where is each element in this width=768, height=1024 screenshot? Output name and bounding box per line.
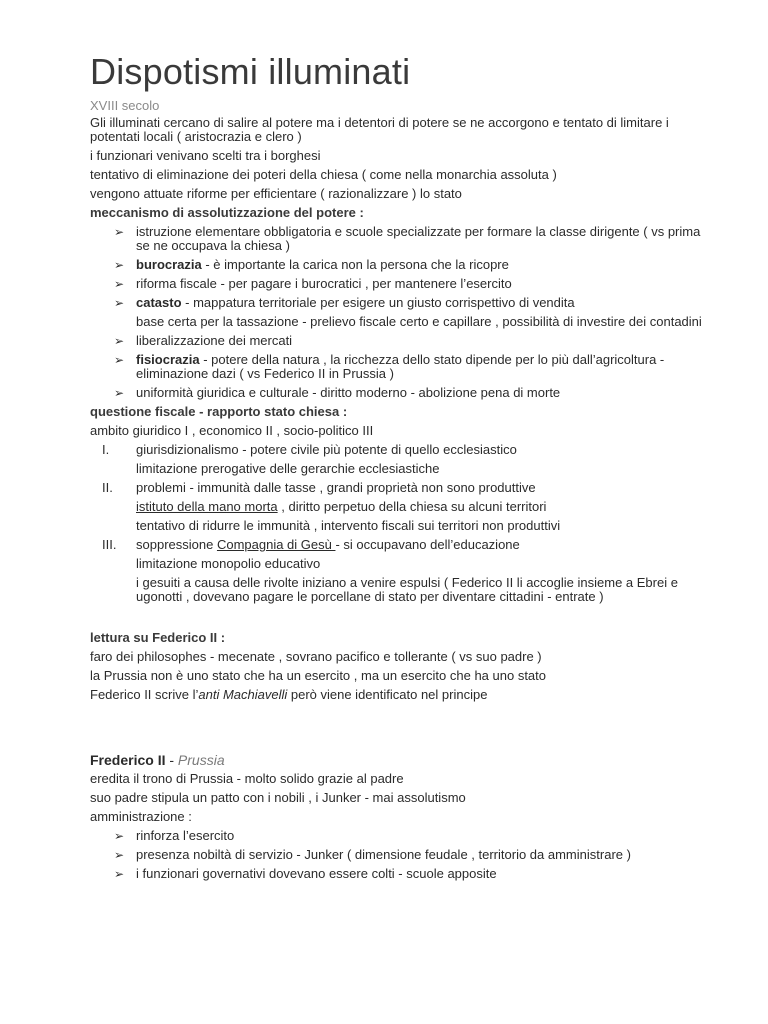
- arrow-bullet-icon: ➢: [114, 867, 125, 881]
- list-item: [90, 277, 708, 291]
- intro-line: tentativo di eliminazione dei poteri della chiesa ( come nella monarchia assoluta ): [90, 167, 557, 182]
- list-item-text: soppressione: [136, 537, 217, 552]
- list-item-text: rinforza l’esercito: [136, 828, 235, 843]
- intro-line: vengono attuate riforme per efficientare ( razionalizzare ) lo stato: [90, 186, 462, 201]
- section-heading-assolutizzazione: meccanismo di assolutizzazione del potere :: [90, 205, 364, 220]
- list-item-keyword: burocrazia: [136, 257, 202, 272]
- section-heading-frederico: [90, 753, 708, 767]
- list-item-text: - potere della natura , la ricchezza dello stato dipende per lo più dall’agricoltura - eliminazione dazi ( vs Federico II in Prussia ): [136, 352, 665, 381]
- list-item: [90, 829, 708, 843]
- list-item-text: - è importante la carica non la persona che la ricopre: [201, 257, 509, 272]
- list-item: [90, 258, 708, 272]
- arrow-bullet-icon: ➢: [114, 829, 125, 843]
- roman-numeral: I.: [102, 442, 110, 457]
- arrow-bullet-icon: ➢: [114, 353, 125, 367]
- continuation-text: , diritto perpetuo della chiesa su alcuni territori: [277, 499, 547, 514]
- list-continuation: [90, 500, 708, 514]
- frederico-line: suo padre stipula un patto con i nobili , i Junker - mai assolutismo: [90, 790, 466, 805]
- arrow-bullet-icon: ➢: [114, 258, 125, 272]
- list-item: [90, 867, 708, 881]
- arrow-bullet-icon: ➢: [114, 848, 125, 862]
- list-item-text: uniformità giuridica e culturale - diritto moderno - abolizione pena di morte: [136, 385, 561, 400]
- lettura-line: faro dei philosophes - mecenate , sovrano pacifico e tollerante ( vs suo padre ): [90, 649, 542, 664]
- list-continuation: limitazione prerogative delle gerarchie ecclesiastiche: [136, 461, 440, 476]
- list-continuation: limitazione monopolio educativo: [136, 556, 321, 571]
- heading-grey: Prussia: [177, 752, 225, 768]
- assolutizzazione-list-cont: [90, 334, 708, 400]
- underlined-term: Compagnia di Gesù: [216, 537, 336, 552]
- page-title: Dispotismi illuminati: [90, 51, 411, 92]
- list-item: [90, 296, 708, 310]
- list-continuation: tentativo di ridurre le immunità , intervento fiscali sui territori non produttivi: [136, 518, 561, 533]
- frederico-line: amministrazione :: [90, 809, 192, 824]
- list-item-text: riforma fiscale - per pagare i burocratici , per mantenere l’esercito: [136, 276, 512, 291]
- heading-bold: Frederico II: [90, 752, 166, 768]
- list-item-text: istruzione elementare obbligatoria e scuole specializzate per formare la classe dirigente ( vs prima se ne occupava la chiesa ): [136, 224, 701, 253]
- list-item-text: - si occupavano dell’educazione: [335, 537, 520, 552]
- section-heading-lettura: lettura su Federico II :: [90, 630, 226, 645]
- page-subtitle: XVIII secolo: [90, 98, 160, 113]
- arrow-bullet-icon: ➢: [114, 277, 125, 291]
- questione-fiscale-list: [90, 443, 708, 457]
- questione-fiscale-list-2: [90, 481, 708, 495]
- list-item-text: - mappatura territoriale per esigere un giusto corrispettivo di vendita: [181, 295, 575, 310]
- list-item-keyword: catasto: [136, 295, 182, 310]
- lettura-text: però viene identificato nel principe: [287, 687, 488, 702]
- list-item-keyword: fisiocrazia: [136, 352, 200, 367]
- arrow-bullet-icon: ➢: [114, 334, 125, 348]
- list-item-text: problemi - immunità dalle tasse , grandi proprietà non sono produttive: [136, 480, 536, 495]
- roman-numeral: II.: [102, 480, 113, 495]
- arrow-bullet-icon: ➢: [114, 225, 125, 239]
- underlined-term: istituto della mano morta: [136, 499, 278, 514]
- list-item-text: presenza nobiltà di servizio - Junker ( dimensione feudale , territorio da amministrare ): [136, 847, 631, 862]
- frederico-line: eredita il trono di Prussia - molto solido grazie al padre: [90, 771, 404, 786]
- catasto-continuation: base certa per la tassazione - prelievo fiscale certo e capillare , possibilità di investire dei contadini: [136, 314, 702, 329]
- assolutizzazione-list: [90, 225, 708, 310]
- lettura-line: [90, 688, 708, 702]
- list-item-text: i funzionari governativi dovevano essere colti - scuole apposite: [136, 866, 497, 881]
- roman-numeral: III.: [102, 537, 117, 552]
- list-item: [90, 443, 708, 457]
- list-item: [90, 481, 708, 495]
- intro-line: Gli illuminati cercano di salire al potere ma i detentori di potere se ne accorgono e tentato di limitare i potentati locali ( aristocrazia e clero ): [90, 115, 669, 144]
- heading-sep: -: [165, 752, 178, 768]
- list-item: [90, 538, 708, 552]
- italic-title: anti Machiavelli: [198, 687, 288, 702]
- list-item: [90, 848, 708, 862]
- list-item: [90, 225, 708, 253]
- list-item: [90, 334, 708, 348]
- section-heading-questione-fiscale: questione fiscale - rapporto stato chiesa :: [90, 404, 348, 419]
- list-item: [90, 386, 708, 400]
- arrow-bullet-icon: ➢: [114, 296, 125, 310]
- ambito-line: ambito giuridico I , economico II , socio-politico III: [90, 423, 374, 438]
- list-item: [90, 353, 708, 381]
- amministrazione-list: [90, 829, 708, 881]
- list-item-text: giurisdizionalismo - potere civile più potente di quello ecclesiastico: [136, 442, 517, 457]
- list-continuation: i gesuiti a causa delle rivolte iniziano a venire espulsi ( Federico II li accoglie insieme a Ebrei e ugonotti , dovevano pagare le porcellane di stato per diventare cittadini - entrate ): [136, 575, 678, 604]
- intro-line: i funzionari venivano scelti tra i borghesi: [90, 148, 321, 163]
- arrow-bullet-icon: ➢: [114, 386, 125, 400]
- lettura-line: la Prussia non è uno stato che ha un esercito , ma un esercito che ha uno stato: [90, 668, 547, 683]
- list-item-text: liberalizzazione dei mercati: [136, 333, 293, 348]
- questione-fiscale-list-3: [90, 538, 708, 552]
- lettura-text: Federico II scrive l’: [90, 687, 199, 702]
